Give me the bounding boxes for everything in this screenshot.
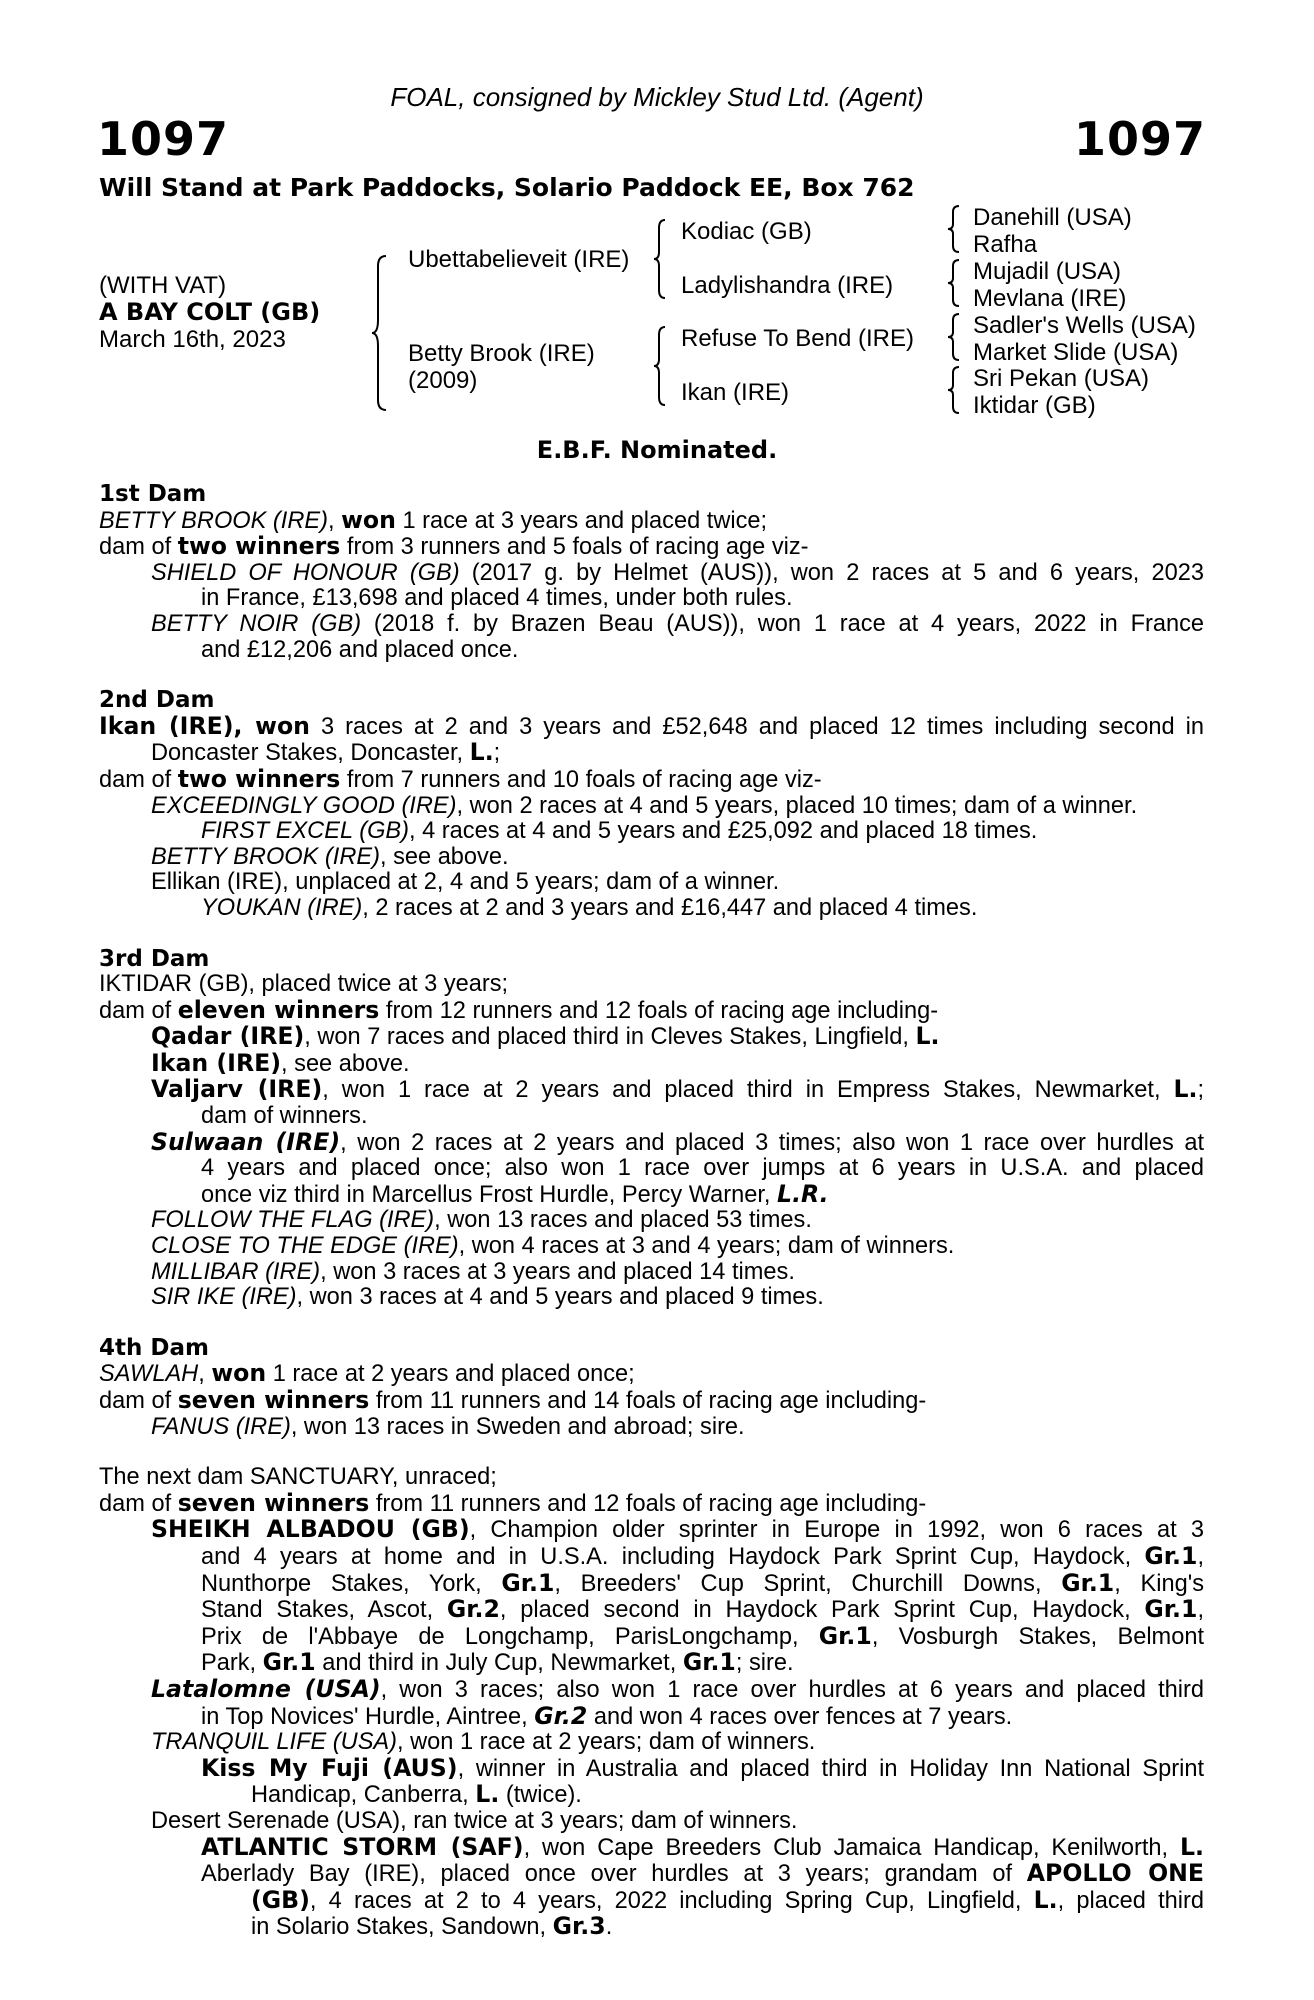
text: , won 3 races at 3 years and placed 14 times. — [320, 1258, 795, 1285]
produce-line — [99, 1234, 1204, 1260]
section-heading: 2nd Dam — [99, 687, 215, 714]
produce-line: Desert Serenade (USA), ran twice at 3 years; dam of winners. — [151, 1807, 798, 1834]
produce-summary — [99, 995, 1204, 1025]
section-heading: 4th Dam — [99, 1334, 209, 1361]
text: Gr.1 — [1144, 1595, 1198, 1624]
text: (twice). — [499, 1782, 582, 1809]
produce-line — [99, 819, 1204, 845]
text: Gr.1 — [1144, 1541, 1198, 1570]
text: , won 7 races and placed third in Cleves Stakes, Lingfield, — [304, 1024, 916, 1051]
text: , won 2 races at 4 and 5 years, placed 10 times; dam of a winner. — [456, 792, 1138, 819]
text: , won 3 races; also won 1 race over hurdles at 6 years and placed third — [380, 1676, 1204, 1703]
produce-line — [99, 1024, 1204, 1051]
text: L. — [469, 738, 494, 767]
text: 1 race at 3 years and placed twice; — [395, 507, 768, 534]
text: from 7 runners and 10 foals of racing age viz- — [340, 766, 822, 793]
produce-line — [99, 1179, 1204, 1209]
text: L. — [1173, 1075, 1198, 1104]
horse-name: Qadar (IRE) — [151, 1022, 305, 1051]
produce-line — [99, 794, 1204, 820]
lot-number-left: 1097 — [97, 112, 230, 166]
horse-name: CLOSE TO THE EDGE (IRE) — [151, 1233, 459, 1260]
vat-label: (WITH VAT) — [99, 272, 227, 299]
horse-name: ATLANTIC STORM (SAF) — [201, 1832, 524, 1861]
text: dam of — [99, 1388, 178, 1414]
dam-name: BETTY BROOK (IRE) — [99, 507, 328, 534]
sire-brace — [652, 218, 668, 300]
horse-name: BETTY BROOK (IRE) — [151, 843, 380, 870]
produce-line — [99, 1885, 1204, 1915]
text: , won 1 race at 2 years; dam of winners. — [397, 1729, 816, 1756]
text: , 2 races at 2 and 3 years and £16,447 and placed 4 times. — [362, 894, 978, 921]
g3-dds: Sri Pekan (USA) — [973, 365, 1150, 392]
horse-name: Sulwaan (IRE) — [151, 1127, 341, 1156]
pedigree-brace — [370, 254, 390, 412]
produce-line — [99, 1285, 1204, 1311]
produce-line — [99, 1861, 1204, 1888]
produce-line — [99, 1597, 1204, 1624]
produce-line — [99, 1208, 1204, 1234]
dam-brace — [652, 325, 668, 407]
text: , Breeders' Cup Sprint, Churchill Downs, — [554, 1570, 1062, 1597]
ebf-nominated: E.B.F. Nominated. — [536, 436, 778, 464]
text: in Solario Stakes, Sandown, — [251, 1914, 553, 1941]
sire-sire: Kodiac (GB) — [681, 218, 812, 245]
produce-summary — [99, 764, 1204, 794]
text: in Top Novices' Hurdle, Aintree, — [201, 1703, 535, 1730]
third-dam-section — [99, 947, 1204, 1311]
text: Gr.1 — [262, 1648, 316, 1677]
text: , won 13 races in Sweden and abroad; sire. — [290, 1413, 745, 1440]
text: Gr.2 — [446, 1595, 500, 1624]
produce-line — [99, 1541, 1204, 1571]
text: L. — [1033, 1885, 1058, 1914]
produce-line — [99, 1701, 1204, 1731]
produce-line: dam of winners. — [201, 1103, 368, 1130]
produce-line — [99, 1674, 1204, 1704]
text: won — [341, 505, 396, 534]
produce-line — [99, 1127, 1205, 1157]
text: . — [605, 1914, 613, 1941]
g3-sdd: Mevlana (IRE) — [973, 285, 1127, 312]
horse-name: FIRST EXCEL (GB) — [201, 818, 410, 845]
text: Handicap, Canberra, — [251, 1782, 476, 1809]
text: from 11 runners and 14 foals of racing age including- — [369, 1388, 927, 1414]
text: , — [1197, 1543, 1204, 1570]
text: Prix de l'Abbaye de Longchamp, ParisLongchamp, — [201, 1623, 819, 1650]
dam-year: (2009) — [408, 367, 478, 394]
produce-line — [99, 612, 1204, 638]
produce-line: in France, £13,698 and placed 4 times, under both rules. — [201, 585, 793, 612]
text: (2017 g. by Helmet (AUS)), won 2 races at 5 and 6 years, 2023 — [459, 559, 1204, 586]
horse-name: A BAY COLT (GB) — [99, 298, 321, 326]
horse-name: Ikan (IRE) — [99, 711, 234, 740]
text: (GB) — [251, 1885, 310, 1914]
produce-line — [99, 1077, 1204, 1104]
brace-g3-3 — [946, 312, 962, 362]
catalogue-body — [99, 482, 1204, 1966]
next-dam-section — [99, 1465, 1204, 1941]
produce-line — [99, 896, 1204, 922]
stand-location: Will Stand at Park Paddocks, Solario Paddock EE, Box 762 — [99, 173, 915, 202]
text: , see above. — [281, 1050, 410, 1077]
produce-line — [99, 1753, 1204, 1783]
horse-name: SHEIKH ALBADOU (GB) — [151, 1515, 470, 1544]
text: Gr.2 — [534, 1701, 588, 1730]
text: from 12 runners and 12 foals of racing age including- — [379, 997, 939, 1024]
text: dam of — [99, 766, 178, 793]
text: L.R. — [777, 1179, 829, 1208]
text: Gr.1 — [1061, 1568, 1115, 1597]
text: , — [1197, 1597, 1204, 1624]
text: Gr.3 — [552, 1912, 606, 1941]
section-heading: 3rd Dam — [99, 945, 210, 972]
dam-sire: Refuse To Bend (IRE) — [681, 325, 915, 352]
produce-line — [99, 1517, 1204, 1544]
foaling-date: March 16th, 2023 — [99, 326, 286, 353]
produce-line — [99, 1914, 1204, 1941]
horse-name: SIR IKE (IRE) — [151, 1284, 297, 1311]
text: Gr.1 — [682, 1648, 736, 1677]
horse-name: FOLLOW THE FLAG (IRE) — [151, 1207, 435, 1234]
text: L. — [475, 1780, 500, 1809]
brace-g3-2 — [946, 258, 962, 308]
produce-summary — [99, 534, 1204, 561]
lot-number-right: 1097 — [1073, 112, 1206, 166]
horse-name: FANUS (IRE) — [151, 1413, 291, 1440]
produce-line — [99, 1260, 1204, 1286]
consignment-line: FOAL, consigned by Mickley Stud Ltd. (Agent) — [390, 82, 924, 112]
text: ; sire. — [735, 1650, 794, 1677]
text: (2018 f. by Brazen Beau (AUS)), won 1 race at 4 years, 2022 in France — [361, 610, 1204, 637]
text: , Vosburgh Stakes, Belmont — [871, 1623, 1205, 1650]
produce-line: and £12,206 and placed once. — [201, 636, 519, 663]
g3-ssd: Rafha — [973, 231, 1038, 258]
dam-line: IKTIDAR (GB), placed twice at 3 years; — [99, 971, 509, 998]
text: seven winners — [177, 1488, 370, 1517]
text: , 4 races at 2 to 4 years, 2022 including Spring Cup, Lingfield, — [309, 1887, 1034, 1914]
text: , won Cape Breeders Club Jamaica Handicap, Kenilworth, — [523, 1834, 1181, 1861]
g3-sss: Danehill (USA) — [973, 204, 1132, 231]
text: and won 4 races over fences at 7 years. — [587, 1703, 1013, 1730]
text: seven winners — [177, 1386, 370, 1414]
produce-line: Ellikan (IRE), unplaced at 2, 4 and 5 years; dam of a winner. — [151, 869, 780, 896]
horse-name: Kiss My Fuji (AUS) — [201, 1753, 458, 1782]
produce-summary — [99, 1488, 1204, 1518]
text: , Champion older sprinter in Europe in 1992, won 6 races at 3 — [469, 1517, 1204, 1544]
text: , — [233, 711, 256, 740]
dam-line — [99, 711, 1205, 741]
produce-line — [99, 561, 1204, 587]
text: , won 3 races at 4 and 5 years and placed 9 times. — [296, 1284, 824, 1311]
text: , won 1 race at 2 years and placed third in Empress Stakes, Newmarket, — [322, 1077, 1174, 1104]
text: Doncaster Stakes, Doncaster, — [151, 740, 470, 767]
text: 1 race at 2 years and placed once; — [266, 1361, 635, 1388]
section-heading: 1st Dam — [99, 481, 207, 507]
text: and 4 years at home and in U.S.A. including Haydock Park Sprint Cup, Haydock, — [201, 1543, 1145, 1570]
horse-name: BETTY NOIR (GB) — [151, 610, 362, 637]
first-dam-section — [99, 482, 1204, 663]
text: Aberlady Bay (IRE), placed once over hurdles at 3 years; grandam of — [201, 1861, 1027, 1888]
horse-name: SHIELD OF HONOUR (GB) — [151, 559, 460, 586]
dam-line — [99, 1361, 1204, 1388]
g3-ddd: Iktidar (GB) — [973, 392, 1096, 419]
text: Gr.1 — [501, 1568, 555, 1597]
text: won — [211, 1359, 267, 1388]
text: ; — [493, 740, 501, 767]
text: Gr.1 — [818, 1621, 872, 1650]
produce-line — [99, 1730, 1204, 1756]
text: dam of — [99, 997, 178, 1024]
text: , winner in Australia and placed third in Holiday Inn National Sprint — [457, 1755, 1204, 1782]
text: from 11 runners and 12 foals of racing age including- — [369, 1490, 927, 1517]
horse-name: YOUKAN (IRE) — [201, 894, 363, 921]
text: , won 2 races at 2 years and placed 3 times; also won 1 race over hurdles at — [340, 1129, 1205, 1156]
produce-line — [99, 1048, 1204, 1078]
horse-name: APOLLO ONE — [1026, 1859, 1204, 1888]
dam-line: The next dam SANCTUARY, unraced; — [99, 1464, 497, 1491]
text: , 4 races at 4 and 5 years and £25,092 and placed 18 times. — [409, 818, 1038, 845]
text: Nunthorpe Stakes, York, — [201, 1570, 502, 1597]
text: , King's — [1114, 1570, 1204, 1597]
text: Park, — [201, 1650, 263, 1677]
produce-line — [99, 845, 1204, 871]
produce-summary — [99, 1388, 1204, 1415]
text: , placed second in Haydock Park Sprint Cup, Haydock, — [499, 1597, 1145, 1624]
g3-dss: Sadler's Wells (USA) — [973, 312, 1196, 339]
produce-line — [99, 1650, 1204, 1677]
dam-line — [99, 505, 1204, 535]
horse-name: Valjarv (IRE) — [151, 1075, 323, 1104]
text: , see above. — [379, 843, 509, 870]
sire-name: Ubettabelieveit (IRE) — [408, 246, 630, 273]
horse-name: Ikan (IRE) — [151, 1048, 282, 1077]
brace-g3-4 — [946, 365, 962, 415]
g3-dsd: Market Slide (USA) — [973, 339, 1179, 366]
text: two winners — [177, 532, 341, 561]
produce-line — [99, 1568, 1204, 1598]
dam-name: Betty Brook (IRE) — [408, 340, 595, 367]
text: dam of — [99, 534, 178, 561]
text: , won 13 races and placed 53 times. — [434, 1207, 812, 1234]
text: won — [255, 711, 310, 740]
second-dam-section — [99, 688, 1204, 921]
text: , — [198, 1361, 212, 1388]
g3-sds: Mujadil (USA) — [973, 258, 1122, 285]
produce-line — [99, 1832, 1205, 1862]
text: 3 races at 2 and 3 years and £52,648 and placed 12 times including second in — [309, 713, 1205, 740]
text: dam of — [99, 1490, 178, 1517]
brace-g3-1 — [946, 204, 962, 254]
text: ; — [1197, 1077, 1204, 1104]
sire-dam: Ladylishandra (IRE) — [681, 272, 894, 299]
produce-line — [99, 1415, 1204, 1441]
dam-line — [99, 740, 1204, 767]
horse-name: Latalomne (USA) — [151, 1674, 381, 1703]
text: eleven winners — [177, 995, 380, 1024]
text: and third in July Cup, Newmarket, — [315, 1650, 683, 1677]
text: Stand Stakes, Ascot, — [201, 1597, 447, 1624]
produce-line — [99, 1782, 1204, 1809]
produce-line: 4 years and placed once; also won 1 race over jumps at 6 years in U.S.A. and placed — [201, 1155, 1204, 1182]
horse-name: EXCEEDINGLY GOOD (IRE) — [151, 792, 457, 819]
text: two winners — [177, 764, 341, 793]
text: , — [327, 507, 342, 534]
horse-name: MILLIBAR (IRE) — [151, 1258, 321, 1285]
text: , placed third — [1057, 1887, 1204, 1914]
text: L. — [1180, 1832, 1205, 1861]
horse-name: TRANQUIL LIFE (USA) — [151, 1729, 398, 1756]
fourth-dam-section — [99, 1336, 1204, 1440]
text: , won 4 races at 3 and 4 years; dam of winners. — [458, 1233, 955, 1260]
text: once viz third in Marcellus Frost Hurdle, Percy Warner, — [201, 1181, 778, 1208]
text: L. — [915, 1022, 940, 1051]
dam-name: SAWLAH — [99, 1361, 199, 1388]
produce-line — [99, 1621, 1205, 1651]
dam-dam: Ikan (IRE) — [681, 379, 790, 406]
text: from 3 runners and 5 foals of racing age viz- — [340, 534, 809, 561]
